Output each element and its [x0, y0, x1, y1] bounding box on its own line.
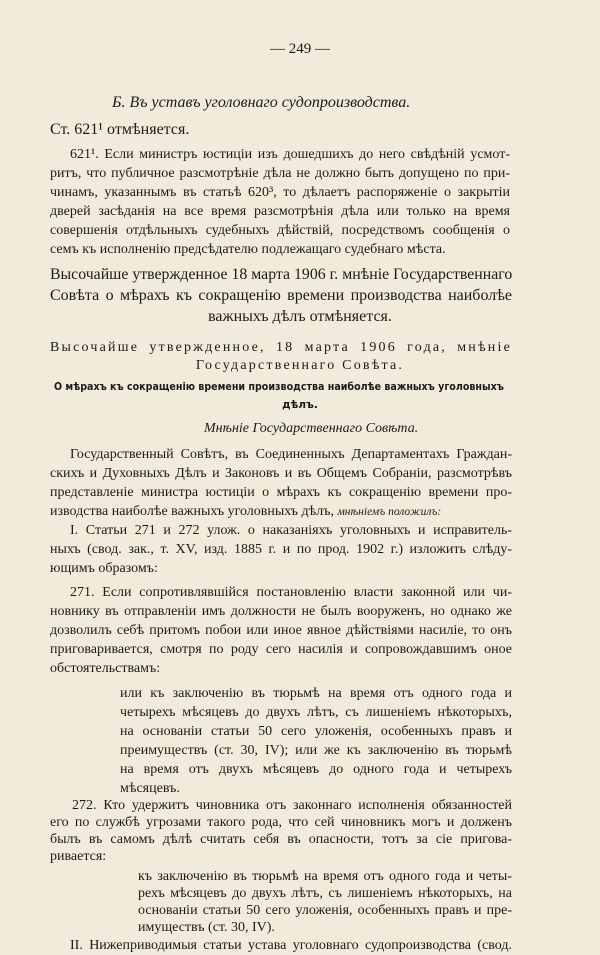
text-line: Высочайше утвержденное, 18 марта 1906 года, мнѣніе [50, 340, 512, 355]
text-line: Государственнаго Совѣта. [195, 358, 405, 373]
text-line: совершенія отдѣльныхъ судебныхъ дѣйствій, посредствомъ сообщенія о [50, 223, 510, 238]
text-fragment: изводства наиболѣе важныхъ уголовныхъ дѣлъ, [50, 504, 334, 519]
article-621-heading: Ст. 621¹ отмѣняется. [50, 121, 190, 138]
section-title: Б. Въ уставъ уголовнаго судопроизводства. [112, 94, 411, 111]
text-line: представленіе министра юстиціи о мѣрахъ къ сокращенію времени про- [50, 485, 512, 500]
text-line: на время отъ двухъ мѣсяцевъ до одного года и четырехъ [120, 762, 512, 777]
text-line: основаніи статьи 50 сего уложенія, особенныхъ правъ и пре- [138, 903, 512, 918]
resolution-phrase: мнѣніемъ положилъ: [337, 506, 442, 518]
opinion-title: Мнѣніе Государственнаго Совѣта. [204, 421, 419, 436]
text-line: его по службѣ угрозами такого рода, что сей чиновникъ могъ и долженъ [50, 815, 512, 830]
text-line: мѣсяцевъ. [120, 781, 180, 796]
text-line: приговаривается, смотря по роду сего насилія и сопровождавшимъ оное [50, 642, 512, 657]
text-line: имуществъ (ст. 30, IV). [138, 920, 275, 935]
text-line: рехъ мѣсяцевъ до двухъ лѣтъ, съ лишеніемъ нѣкоторыхъ, на [138, 886, 512, 901]
item-2: II. Нижеприводимыя статьи устава уголовнаго судопроизводства (свод. [70, 938, 512, 953]
text-line: преимуществъ (ст. 30, IV); или же къ заключенію въ тюрьмѣ [120, 743, 512, 758]
text-line: скихъ и Духовныхъ Дѣлъ и Законовъ и въ Общемъ Собраніи, разсмотрѣвъ [50, 466, 512, 481]
text-line: ющимъ образомъ: [50, 561, 158, 576]
text-line: I. Статьи 271 и 272 улож. о наказаніяхъ уголовныхъ и исправитель- [70, 523, 512, 538]
text-line: О мѣрахъ къ сокращенію времени производства наиболѣе важныхъ уголовныхъ [54, 381, 504, 393]
text-line: ныхъ (свод. зак., т. XV, изд. 1885 г. и по прод. 1902 г.) изложить слѣду- [50, 542, 512, 557]
text-line: семъ къ исполненію предсѣдателю подлежащаго судебнаго мѣста. [50, 242, 446, 257]
text-line: дѣлъ. [282, 399, 318, 411]
text-line: Высочайше утвержденное 18 марта 1906 г. мнѣніе Государственнаго [50, 266, 513, 283]
text-line: былъ въ самомъ дѣлѣ считать себя въ опасности, тотъ за сіе пригова- [50, 832, 512, 847]
text-line: или къ заключенію въ тюрьмѣ на время отъ одного года и [120, 686, 512, 701]
text-line [50, 503, 441, 521]
text-line: новнику въ отправленіи имъ должности не былъ вооруженъ, но однако же [50, 604, 512, 619]
text-line: ритъ, что публичное разсмотрѣніе дѣла не должно быть допущено по при- [50, 166, 510, 181]
text-line: на основаніи статьи 50 сего уложенія, особенныхъ правъ и [120, 724, 512, 739]
text-line: дозволилъ себѣ притомъ побои или иное явное дѣйствіями насиліе, то онъ [50, 623, 512, 638]
text-line: чинамъ, указаннымъ въ статьѣ 620³, то дѣлаетъ распоряженіе о закрытіи [50, 185, 510, 200]
text-line: ривается: [50, 849, 107, 864]
text-line: важныхъ дѣлъ отмѣняется. [208, 308, 392, 325]
text-line: четырехъ мѣсяцевъ до двухъ лѣтъ, съ лишеніемъ нѣкоторыхъ, [120, 705, 512, 720]
text-line: 621¹. Если министръ юстиціи изъ дошедшихъ до него свѣдѣній усмот- [70, 147, 510, 162]
text-line: обстоятельствамъ: [50, 661, 161, 676]
text-line: къ заключенію въ тюрьмѣ на время отъ одного года и четы- [138, 869, 512, 884]
page-number: — 249 — [270, 41, 330, 57]
text-line: Государственный Совѣтъ, въ Соединенныхъ Департаментахъ Граждан- [70, 447, 512, 462]
text-line: дверей засѣданія на все время разсмотрѣнія дѣла или только на время [50, 204, 510, 219]
text-line: 271. Если сопротивлявшійся постановленію власти законной или чи- [70, 585, 512, 600]
text-line: 272. Кто удержитъ чиновника отъ законнаго исполненія обязанностей [72, 798, 512, 813]
text-line: Совѣта о мѣрахъ къ сокращенію времени производства наиболѣе [50, 287, 512, 304]
